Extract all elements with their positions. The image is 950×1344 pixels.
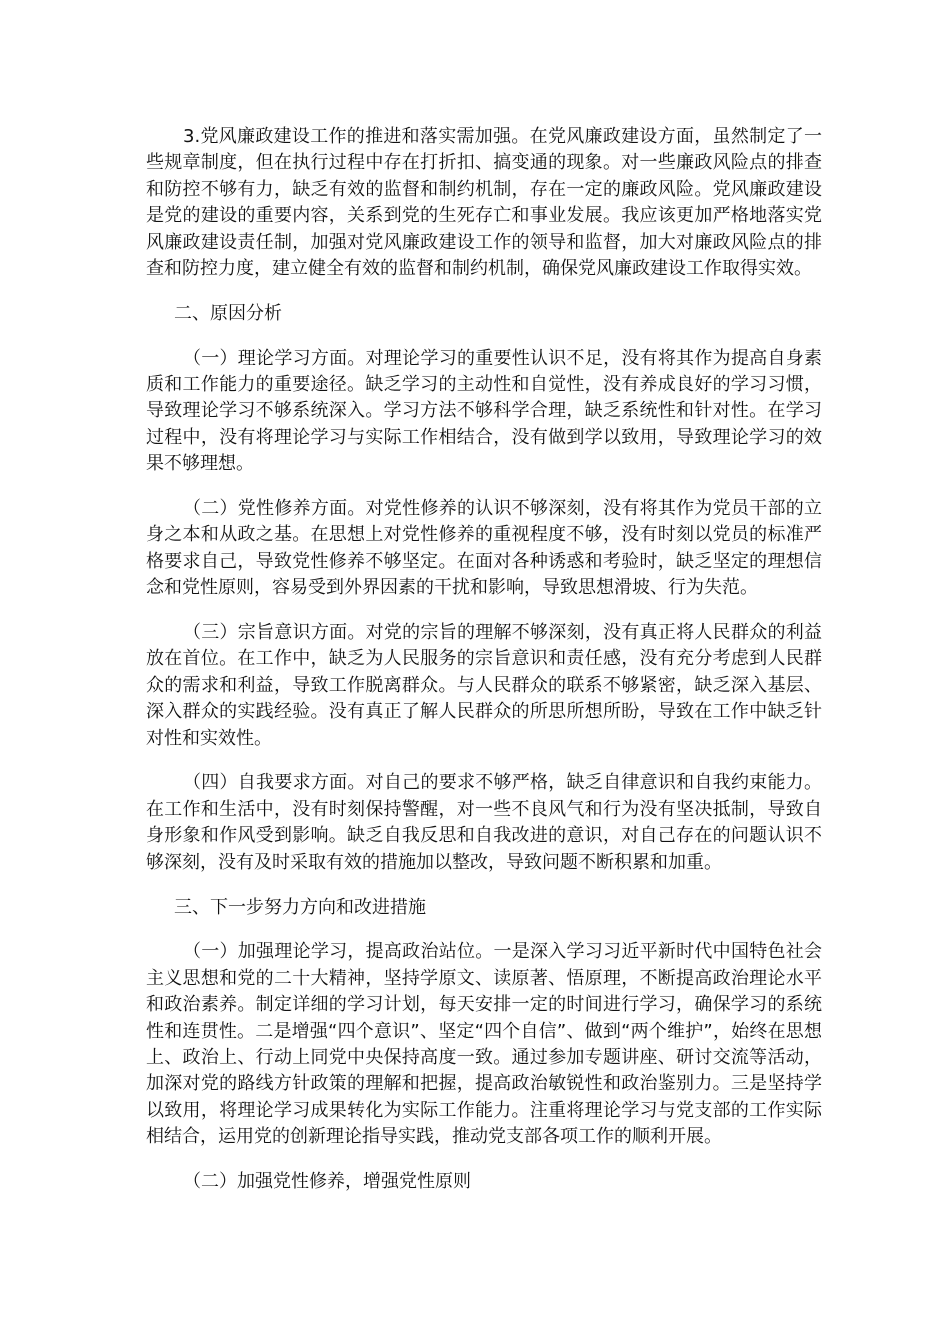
paragraph-strengthen-theory: （一）加强理论学习，提高政治站位。一是深入学习习近平新时代中国特色社会主义思想和党的二十大精神，坚持学原文、读原著、悟原理，不断提高政治理论水平和政治素养。制定详细的学习计划，每天安排一定的时间进行学习，确保学习的系统性和连贯性。二是增强“四个意识”、坚定“四个自信”、做到“两个维护”，始终在思想上、政治上、行动上同党中央保持高度一致。通过参加专题讲座、研讨交流等活动，加深对党的路线方针政策的理解和把握，提高政治敏锐性和政治鉴别力。三是坚持学以致用，将理论学习成果转化为实际工作能力。注重将理论学习与党支部的工作实际相结合，运用党的创新理论指导实践，推动党支部各项工作的顺利开展。 — [146, 941, 822, 1148]
paragraph-strengthen-party-spirit: （二）加强党性修养，增强党性原则 — [183, 1170, 471, 1192]
document-body — [146, 124, 822, 1214]
paragraph-purpose-awareness: （三）宗旨意识方面。对党的宗旨的理解不够深刻，没有真正将人民群众的利益放在首位。在工作中，缺乏为人民服务的宗旨意识和责任感，没有充分考虑到人民群众的需求和利益，导致工作脱离群众。与人民群众的联系不够紧密，缺乏深入基层、深入群众的实践经验。没有真正了解人民群众的所思所想所盼，导致在工作中缺乏针对性和实效性。 — [146, 622, 822, 749]
paragraph-self-requirement: （四）自我要求方面。对自己的要求不够严格，缺乏自律意识和自我约束能力。在工作和生活中，没有时刻保持警醒，对一些不良风气和行为没有坚决抵制，导致自身形象和作风受到影响。缺乏自我反思和自我改进的意识，对自己存在的问题认识不够深刻，没有及时采取有效的措施加以整改，导致问题不断积累和加重。 — [146, 772, 822, 873]
paragraph-clean-governance: 3.党风廉政建设工作的推进和落实需加强。在党风廉政建设方面，虽然制定了一些规章制度，但在执行过程中存在打折扣、搞变通的现象。对一些廉政风险点的排查和防控不够有力，缺乏有效的监督和制约机制，存在一定的廉政风险。党风廉政建设是党的建设的重要内容，关系到党的生死存亡和事业发展。我应该更加严格地落实党风廉政建设责任制，加强对党风廉政建设工作的领导和监督，加大对廉政风险点的排查和防控力度，建立健全有效的监督和制约机制，确保党风廉政建设工作取得实效。 — [146, 126, 822, 280]
paragraph-party-spirit: （二）党性修养方面。对党性修养的认识不够深刻，没有将其作为党员干部的立身之本和从政之基。在思想上对党性修养的重视程度不够，没有时刻以党员的标准严格要求自己，导致党性修养不够坚定。在面对各种诱惑和考验时，缺乏坚定的理想信念和党性原则，容易受到外界因素的干扰和影响，导致思想滑坡、行为失范。 — [146, 498, 822, 599]
paragraph-theory-study: （一）理论学习方面。对理论学习的重要性认识不足，没有将其作为提高自身素质和工作能力的重要途径。缺乏学习的主动性和自觉性，没有养成良好的学习习惯，导致理论学习不够系统深入。学习方法不够科学合理，缺乏系统性和针对性。在学习过程中，没有将理论学习与实际工作相结合，没有做到学以致用，导致理论学习的效果不够理想。 — [146, 347, 822, 475]
section-heading-next-steps: 三、下一步努力方向和改进措施 — [174, 896, 426, 918]
section-heading-cause-analysis: 二、原因分析 — [174, 302, 282, 324]
